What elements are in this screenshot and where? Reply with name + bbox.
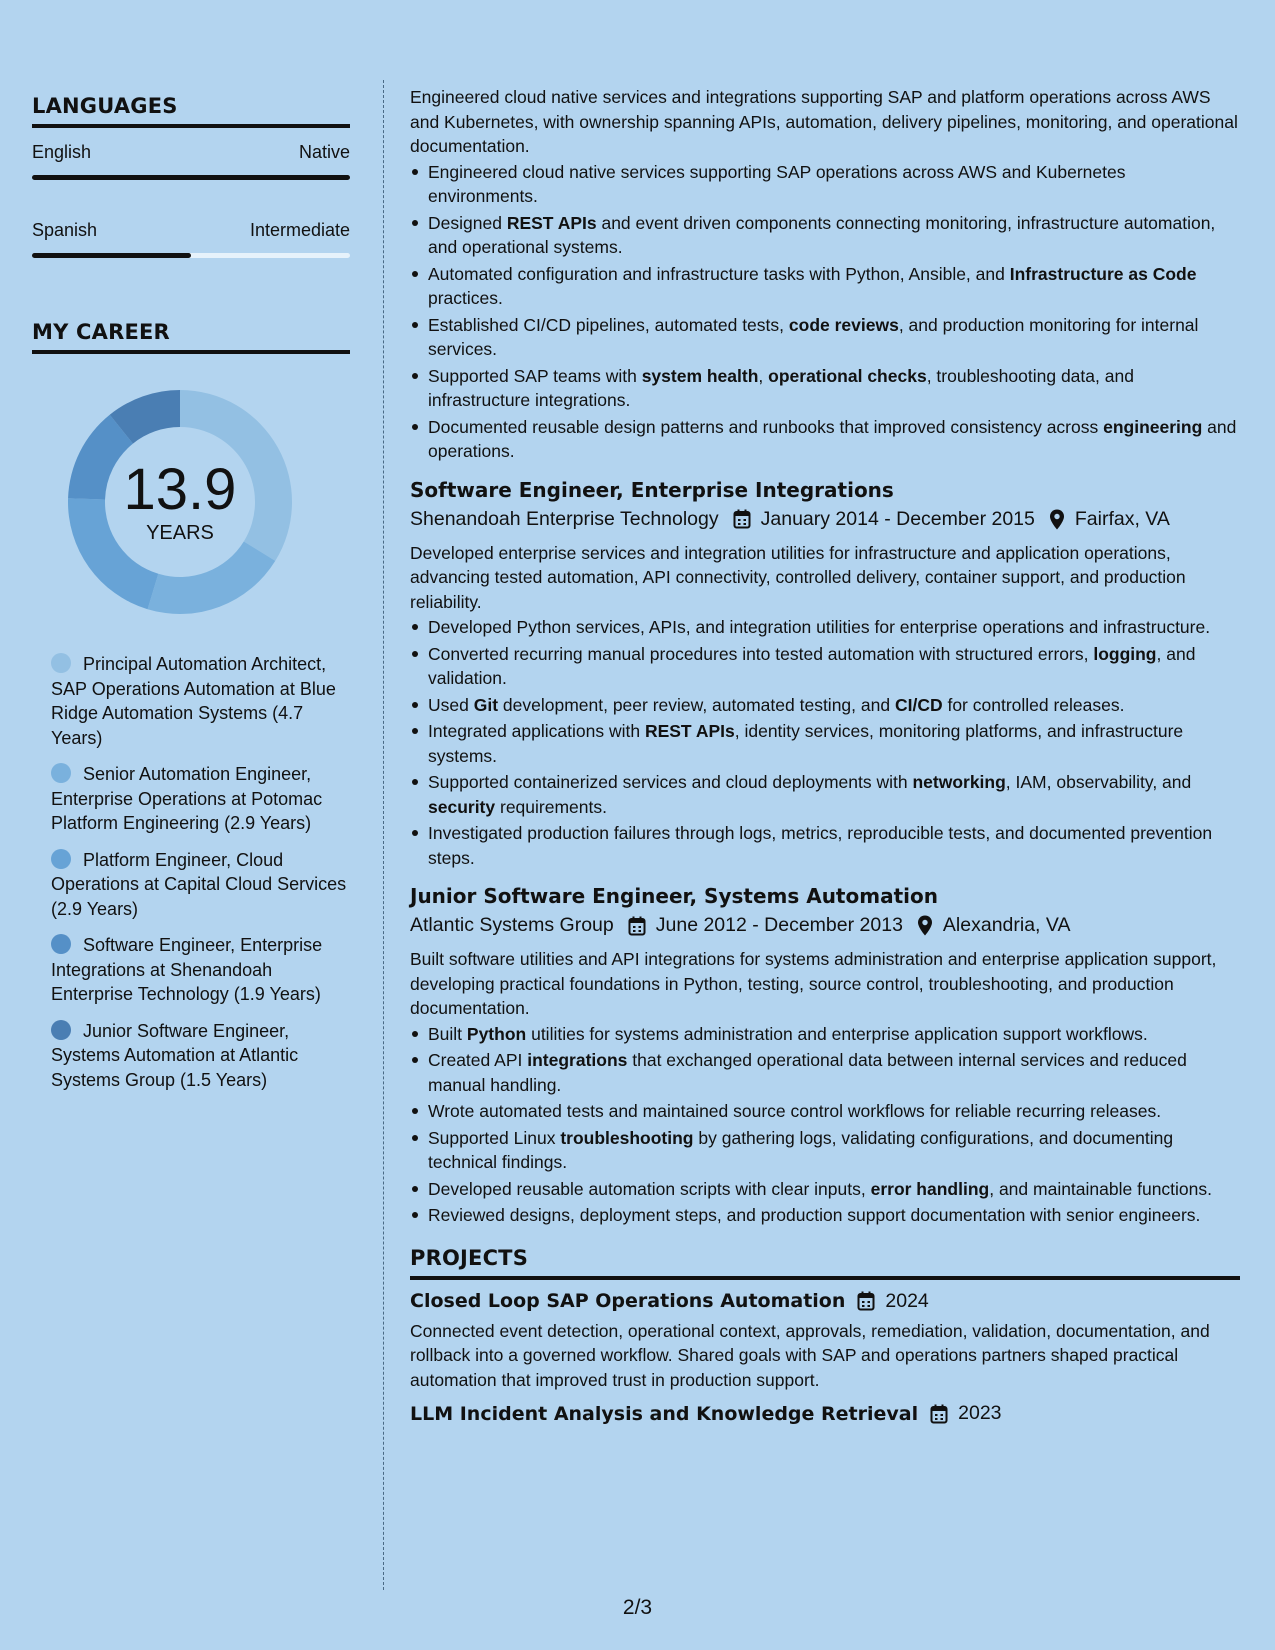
legend-item bbox=[51, 652, 350, 750]
legend-color-dot bbox=[51, 849, 71, 869]
legend-color-dot bbox=[51, 763, 71, 783]
bullet-item: Reviewed designs, deployment steps, and production support documentation with senior engineers. bbox=[410, 1203, 1240, 1228]
proficiency-bar bbox=[32, 175, 350, 180]
bullet-item: Engineered cloud native services supporting SAP operations across AWS and Kubernetes environments. bbox=[410, 160, 1240, 209]
legend-item bbox=[51, 848, 350, 922]
calendar-icon bbox=[930, 1404, 948, 1424]
bullet-item: Built Python utilities for systems administration and enterprise application support workflows. bbox=[410, 1022, 1240, 1047]
project-year: 2023 bbox=[958, 1402, 1002, 1424]
location-pin-icon bbox=[917, 915, 933, 936]
job-title: Software Engineer, Enterprise Integrations bbox=[410, 477, 894, 502]
projects-list bbox=[410, 1290, 1240, 1426]
project-entry bbox=[410, 1402, 1240, 1425]
project-year: 2024 bbox=[885, 1289, 929, 1312]
job-summary: Engineered cloud native services and integrations supporting SAP and platform operations across AWS and Kubernetes, with ownership spanning APIs, automation, delivery pipelines, monitoring, and operational documentation. bbox=[410, 87, 1238, 156]
legend-color-dot bbox=[51, 934, 71, 954]
job-bullets bbox=[410, 1022, 1240, 1228]
bullet-item: Supported containerized services and cloud deployments with networking, IAM, observability, and security requirements. bbox=[410, 770, 1240, 819]
bullet-item: Created API integrations that exchanged operational data between internal services and reduced manual handling. bbox=[410, 1048, 1240, 1097]
language-level: Native bbox=[298, 142, 350, 162]
language-spanish bbox=[32, 220, 350, 258]
proficiency-fill bbox=[32, 175, 350, 180]
language-english bbox=[32, 142, 350, 180]
bullet-item: Developed reusable automation scripts with clear inputs, error handling, and maintainable functions. bbox=[410, 1177, 1240, 1202]
job-entry bbox=[410, 478, 1240, 871]
project-header bbox=[410, 1402, 1240, 1425]
project-title: Closed Loop SAP Operations Automation bbox=[410, 1290, 846, 1312]
job-summary: Developed enterprise services and integration utilities for infrastructure and application operations, advancing tested automation, API connectivity, controlled delivery, container support, and production reliability. bbox=[410, 542, 1186, 612]
job-dates: January 2014 - December 2015 bbox=[760, 507, 1035, 530]
bullet-item: Documented reusable design patterns and runbooks that improved consistency across engineering and operations. bbox=[410, 415, 1240, 464]
legend-label: Principal Automation Architect, SAP Operations Automation at Blue Ridge Automation Systems (4.7 Years) bbox=[51, 654, 336, 748]
legend-label: Platform Engineer, Cloud Operations at Capital Cloud Services (2.9 Years) bbox=[51, 849, 347, 919]
job-dates: June 2012 - December 2013 bbox=[655, 914, 903, 936]
column-divider bbox=[383, 80, 384, 1590]
calendar-icon bbox=[628, 916, 646, 936]
legend-item bbox=[51, 762, 350, 836]
bullet-item: Investigated production failures through logs, metrics, reproducible tests, and documented prevention steps. bbox=[410, 821, 1240, 870]
job-location: Fairfax, VA bbox=[1074, 507, 1170, 530]
jobs-list bbox=[410, 478, 1240, 1228]
company-name: Atlantic Systems Group bbox=[410, 914, 614, 936]
language-name: Spanish bbox=[32, 220, 98, 240]
job-bullets bbox=[410, 160, 1240, 464]
languages-title: LANGUAGES bbox=[32, 94, 350, 128]
career-legend bbox=[32, 652, 350, 1092]
project-title: LLM Incident Analysis and Knowledge Retrieval bbox=[410, 1402, 919, 1425]
project-header bbox=[410, 1290, 1240, 1313]
bullet-item: Automated configuration and infrastructure tasks with Python, Ansible, and Infrastructure as Code practices. bbox=[410, 262, 1240, 311]
page-number: 2/3 bbox=[622, 1596, 653, 1619]
job-entry bbox=[410, 884, 1240, 1228]
bullet-item: Developed Python services, APIs, and integration utilities for enterprise operations and infrastructure. bbox=[410, 615, 1240, 640]
proficiency-fill bbox=[32, 253, 191, 258]
legend-label: Junior Software Engineer, Systems Automation at Atlantic Systems Group (1.5 Years) bbox=[51, 1020, 299, 1090]
left-column bbox=[32, 94, 350, 1104]
calendar-icon bbox=[857, 1291, 875, 1311]
job-location: Alexandria, VA bbox=[942, 914, 1071, 936]
bullet-item: Supported SAP teams with system health, operational checks, troubleshooting data, and infrastructure integrations. bbox=[410, 364, 1240, 413]
legend-color-dot bbox=[51, 653, 71, 673]
job-bullets bbox=[410, 615, 1240, 870]
career-title: MY CAREER bbox=[32, 320, 350, 354]
bullet-item: Converted recurring manual procedures into tested automation with structured errors, logging, and validation. bbox=[410, 642, 1240, 691]
language-name: English bbox=[32, 142, 92, 162]
calendar-icon bbox=[733, 509, 751, 529]
bullet-item: Wrote automated tests and maintained source control workflows for reliable recurring releases. bbox=[410, 1099, 1240, 1124]
legend-item bbox=[51, 933, 350, 1007]
career-donut-chart bbox=[60, 382, 300, 622]
right-column bbox=[410, 85, 1240, 1425]
job-meta bbox=[410, 914, 1240, 937]
bullet-item: Used Git development, peer review, automated testing, and CI/CD for controlled releases. bbox=[410, 693, 1240, 718]
job-meta bbox=[410, 508, 1240, 531]
legend-item bbox=[51, 1019, 350, 1093]
proficiency-bar bbox=[32, 253, 350, 258]
legend-color-dot bbox=[51, 1020, 71, 1040]
project-entry bbox=[410, 1290, 1240, 1393]
career-years-unit: YEARS bbox=[146, 521, 214, 544]
bullet-item: Supported Linux troubleshooting by gathering logs, validating configurations, and documenting technical findings. bbox=[410, 1126, 1240, 1175]
bullet-item: Integrated applications with REST APIs, identity services, monitoring platforms, and infrastructure systems. bbox=[410, 719, 1240, 768]
language-level: Intermediate bbox=[249, 220, 350, 240]
legend-label: Software Engineer, Enterprise Integrations at Shenandoah Enterprise Technology (1.9 Years) bbox=[51, 935, 323, 1004]
bullet-item: Designed REST APIs and event driven components connecting monitoring, infrastructure automation, and operational systems. bbox=[410, 211, 1240, 260]
donut-center bbox=[60, 382, 300, 622]
legend-label: Senior Automation Engineer, Enterprise Operations at Potomac Platform Engineering (2.9 Years) bbox=[51, 764, 323, 833]
location-pin-icon bbox=[1049, 509, 1065, 530]
career-total-years: 13.9 bbox=[123, 456, 237, 522]
job-title: Junior Software Engineer, Systems Automation bbox=[410, 884, 938, 908]
company-name: Shenandoah Enterprise Technology bbox=[410, 507, 719, 530]
projects-title: PROJECTS bbox=[410, 1246, 1240, 1280]
bullet-item: Established CI/CD pipelines, automated tests, code reviews, and production monitoring for internal services. bbox=[410, 313, 1240, 362]
project-description: Connected event detection, operational context, approvals, remediation, validation, documentation, and rollback into a governed workflow. Shared goals with SAP and operations partners shaped practical automation that improved trust in production support. bbox=[410, 1320, 1210, 1390]
job-summary: Built software utilities and API integrations for systems administration and enterprise application support, developing practical foundations in Python, testing, source control, troubleshooting, and production documentation. bbox=[410, 949, 1217, 1018]
